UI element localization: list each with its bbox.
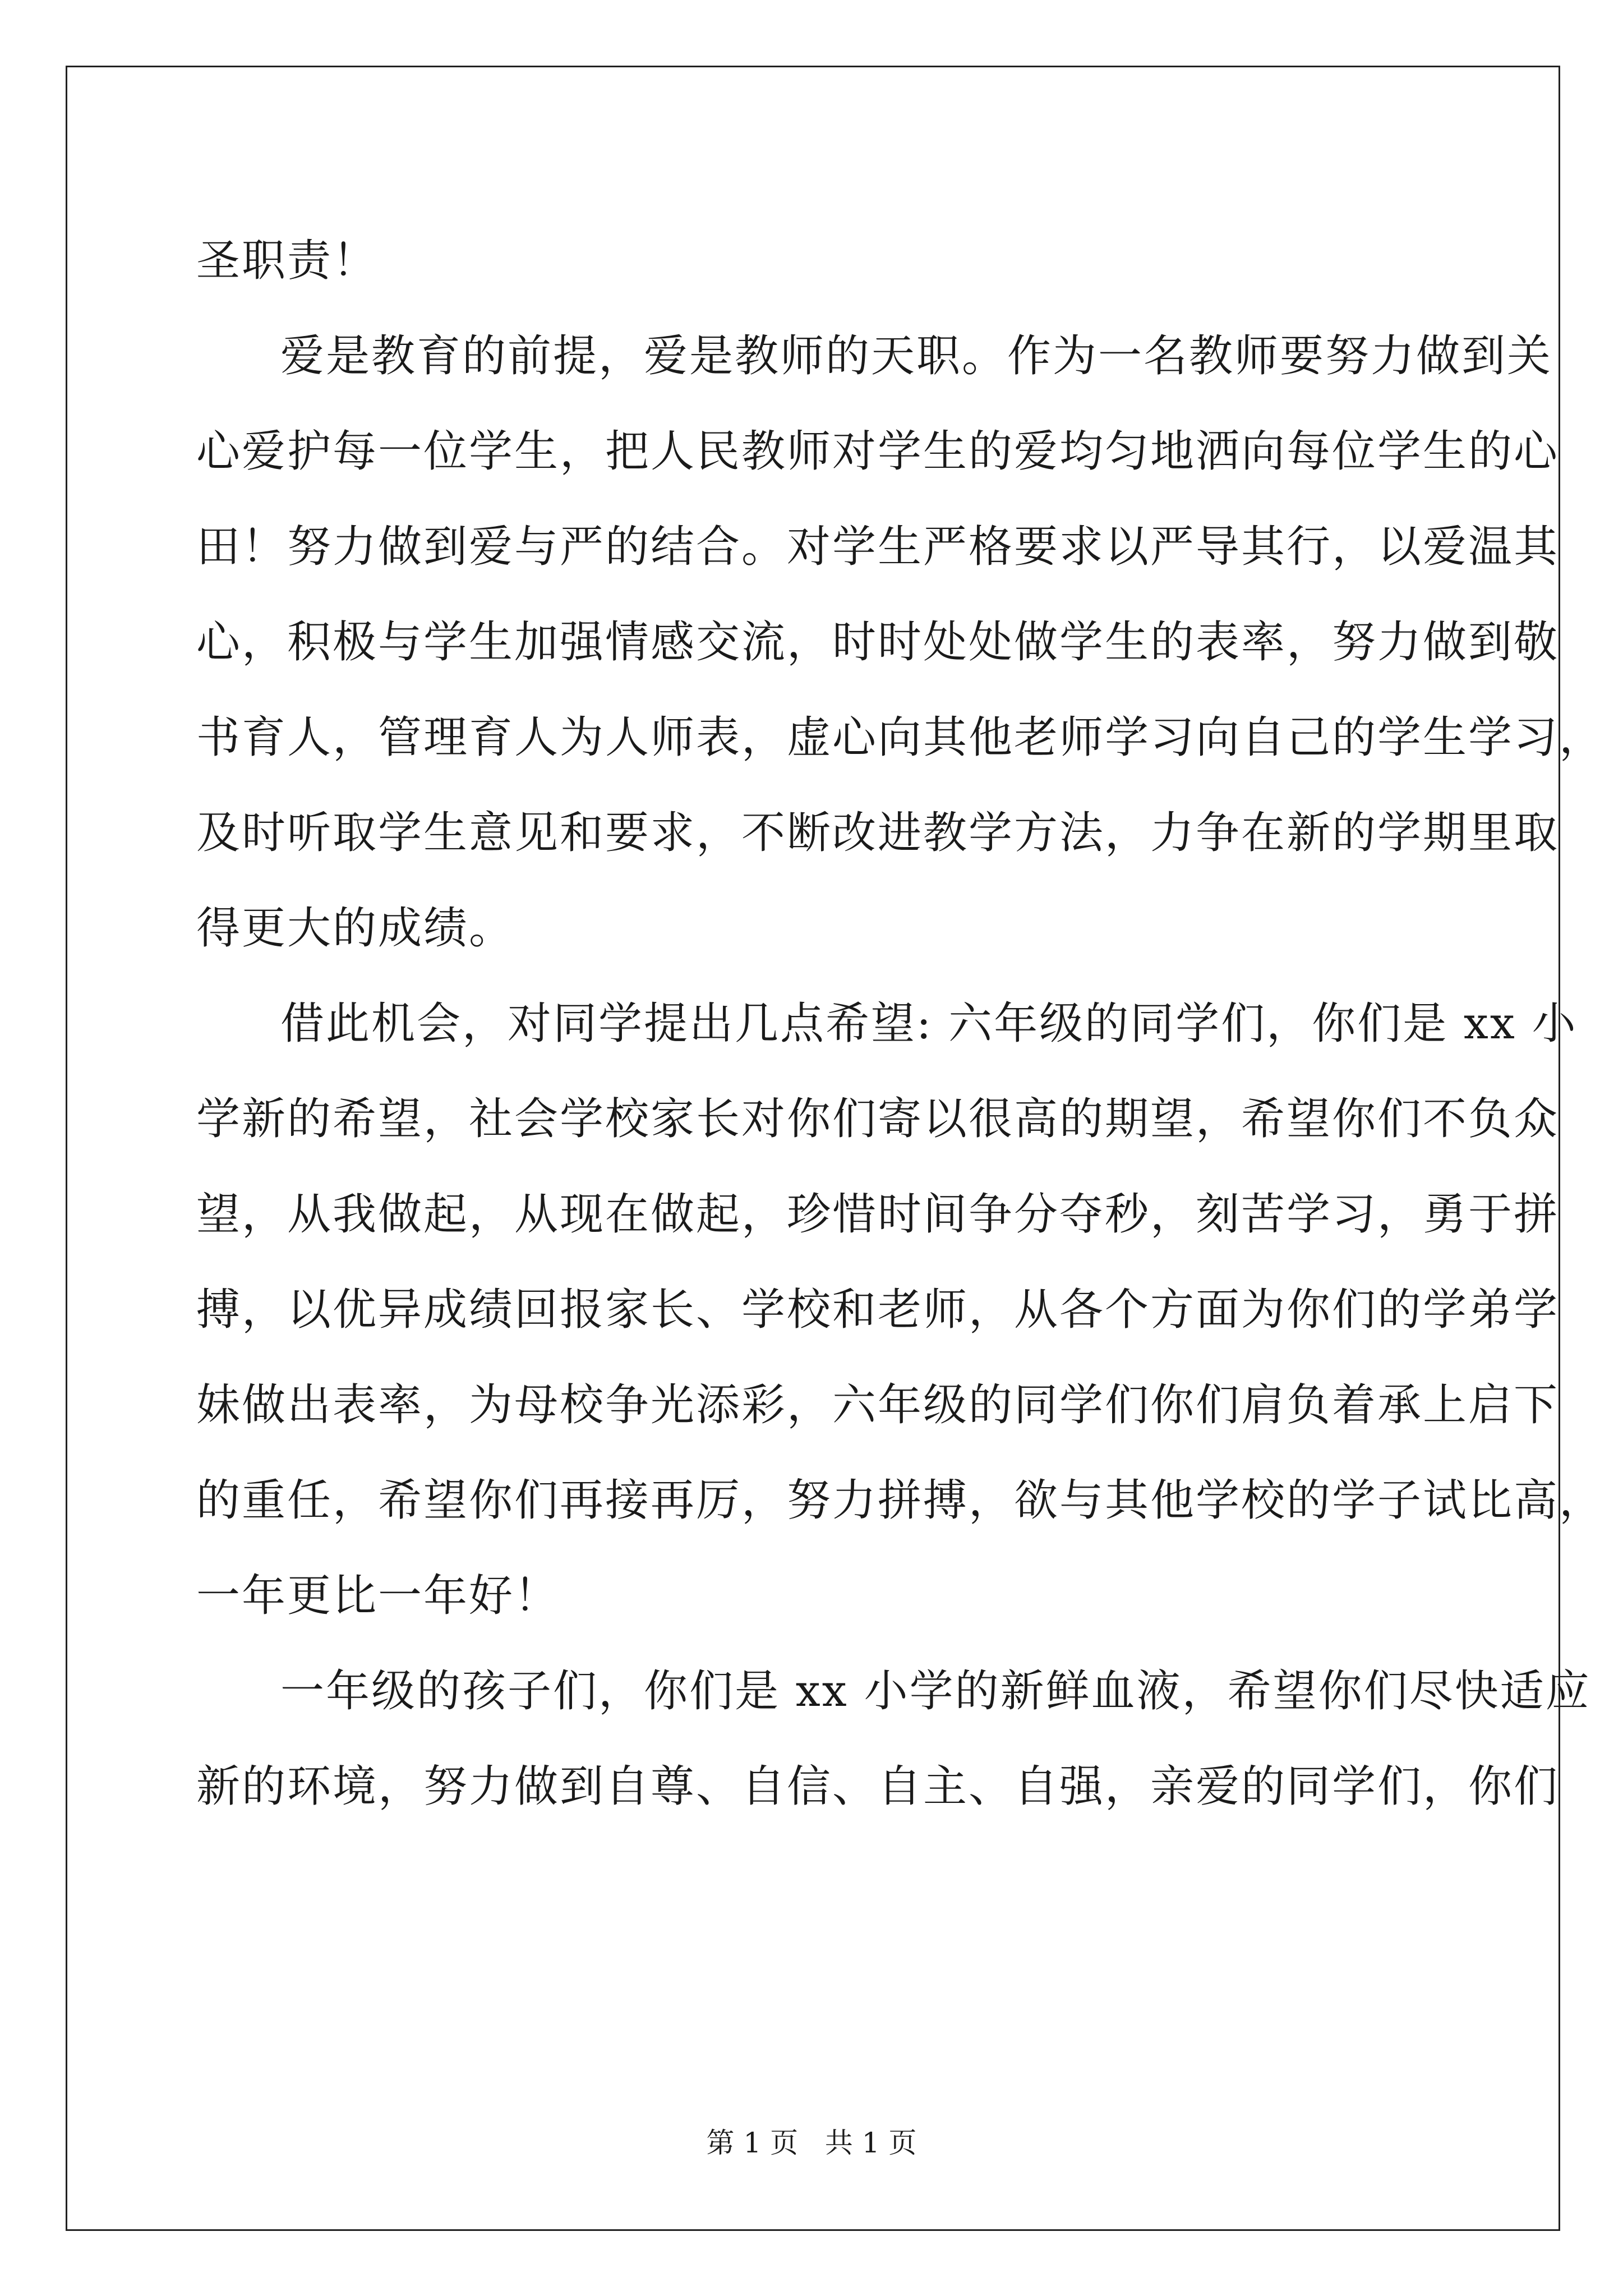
text-line: 田！努力做到爱与严的结合。对学生严格要求以严导其行，以爱温其 bbox=[196, 522, 1560, 572]
text-line: 得更大的成绩。 bbox=[196, 903, 515, 954]
text-line: 一年级的孩子们，你们是 xx 小学的新鲜血液，希望你们尽快适应 bbox=[280, 1666, 1591, 1717]
text-line: 心爱护每一位学生，把人民教师对学生的爱均匀地洒向每位学生的心 bbox=[196, 426, 1560, 477]
text-line: 及时听取学生意见和要求，不断改进教学方法，力争在新的学期里取 bbox=[196, 808, 1560, 858]
text-line: 的重任，希望你们再接再厉，努力拼搏，欲与其他学校的学子试比高， bbox=[196, 1475, 1605, 1526]
text-line: 妹做出表率，为母校争光添彩，六年级的同学们你们肩负着承上启下 bbox=[196, 1380, 1560, 1430]
text-line: 心，积极与学生加强情感交流，时时处处做学生的表率，努力做到敬 bbox=[196, 617, 1560, 668]
document-body bbox=[196, 213, 1605, 1834]
text-line: 书育人，管理育人为人师表，虚心向其他老师学习向自己的学生学习， bbox=[196, 712, 1605, 763]
text-line: 爱是教育的前提，爱是教师的天职。作为一名教师要努力做到关 bbox=[280, 331, 1553, 381]
page-number-footer: 第 1 页 共 1 页 bbox=[706, 2127, 917, 2159]
text-line: 望，从我做起，从现在做起，珍惜时间争分夺秒，刻苦学习，勇于拼 bbox=[196, 1189, 1560, 1240]
text-line: 借此机会，对同学提出几点希望: 六年级的同学们，你们是 xx 小 bbox=[280, 999, 1578, 1049]
text-line: 圣职责！ bbox=[196, 236, 379, 286]
text-line: 学新的希望，社会学校家长对你们寄以很高的期望，希望你们不负众 bbox=[196, 1094, 1560, 1144]
text-line: 一年更比一年好！ bbox=[196, 1571, 560, 1621]
text-line: 新的环境，努力做到自尊、自信、自主、自强，亲爱的同学们，你们 bbox=[196, 1761, 1560, 1812]
text-line: 搏，以优异成绩回报家长、学校和老师，从各个方面为你们的学弟学 bbox=[196, 1285, 1560, 1335]
